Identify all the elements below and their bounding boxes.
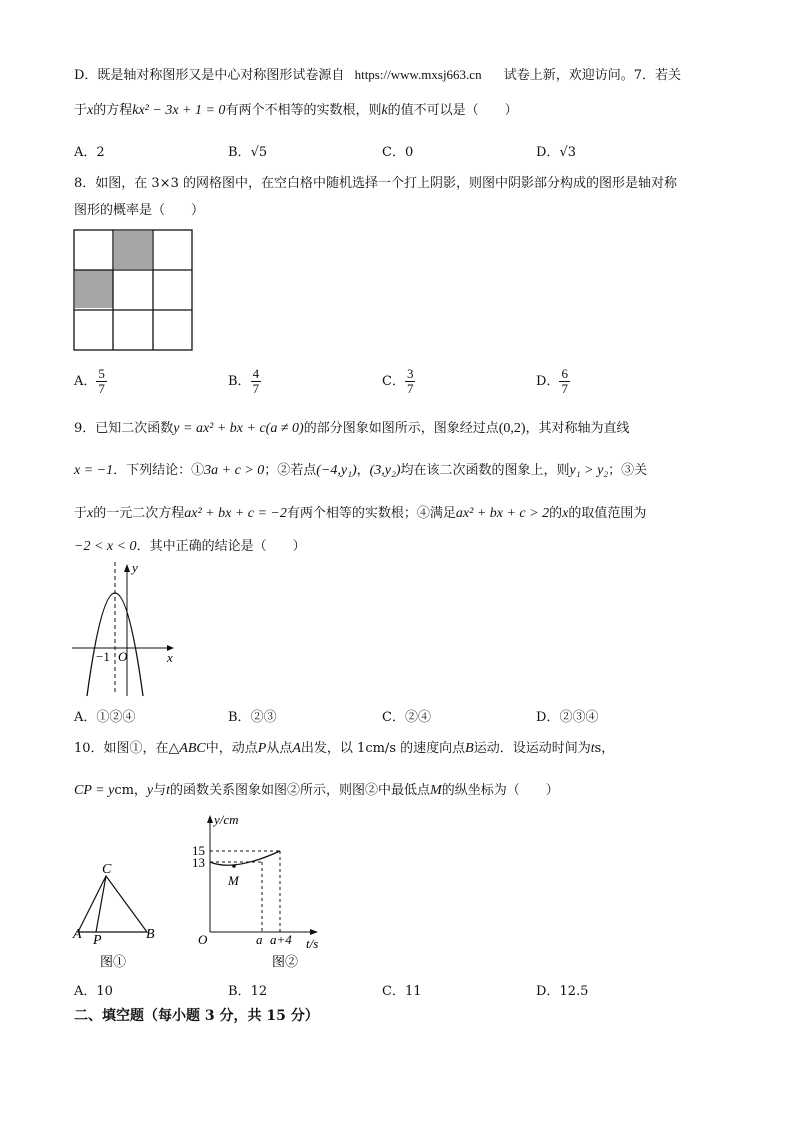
q7-equation: kx² − 3x + 1 = 0: [132, 103, 226, 118]
q10-option-a[interactable]: [74, 980, 113, 999]
q9-line4: [74, 535, 306, 555]
q9-text: 的部分图象如图所示，图象经过点: [303, 421, 499, 436]
point-m: [232, 864, 236, 868]
q9-text: 有两个相等的实数根；④满足: [286, 506, 456, 521]
q9-text: ；③关: [608, 463, 648, 478]
q10-var: B: [465, 741, 474, 756]
option-value: ②④: [404, 710, 431, 725]
y-axis-label: y/cm: [214, 812, 239, 827]
option-label: C．: [382, 374, 405, 389]
q9-parabola-graph: [70, 556, 180, 698]
q9-range: −2 < x < 0: [74, 539, 137, 554]
q9-line1: [74, 417, 630, 437]
option-value: √3: [559, 145, 576, 160]
q9-text: 的: [549, 506, 563, 521]
q9-text: 的一元二次方程: [93, 506, 185, 521]
q9-equation: ax² + bx + c = −2: [184, 506, 287, 521]
vertex-b-label: B: [146, 927, 155, 942]
q10-text: 与: [153, 783, 167, 798]
option-label: D．: [536, 145, 560, 160]
denominator: 7: [252, 381, 260, 396]
q10-var: CP = y: [74, 783, 115, 798]
q8-option-c[interactable]: [382, 367, 415, 396]
q10-var: y: [146, 783, 154, 798]
q10-triangle: △ABC: [168, 741, 206, 756]
q9-line3: [74, 502, 646, 522]
q10-text: 运动．设运动时间为: [473, 741, 591, 756]
q10-option-b[interactable]: [228, 980, 267, 999]
triangle-abc: [78, 876, 147, 932]
y-axis-label: y: [132, 560, 138, 575]
q9-text: ；②若点: [264, 463, 317, 478]
option-value: ②③④: [559, 710, 599, 725]
q7-text-a: 于: [74, 103, 88, 118]
q9-var-x: x: [562, 506, 569, 521]
q8-option-a[interactable]: [74, 367, 107, 396]
option-value: 2: [96, 145, 105, 160]
tick-13: 13: [192, 855, 205, 870]
q9-axis-eq: x = −1: [74, 463, 114, 478]
fraction: [405, 367, 416, 396]
q10-option-c[interactable]: [382, 980, 422, 999]
q10-option-d[interactable]: [536, 980, 588, 999]
q10-var: t: [166, 783, 171, 798]
q9-text: ．其中正确的结论是（ ）: [136, 539, 306, 554]
q8-grid-figure: [72, 228, 196, 354]
shaded-cell: [75, 270, 113, 308]
q9-line2: [74, 459, 647, 479]
fraction: [96, 367, 107, 396]
option-label: B．: [228, 710, 251, 725]
option-label: C．: [382, 145, 405, 160]
q10-triangle-figure: [70, 808, 170, 974]
q9-conclusion-1: 3a + c > 0: [204, 463, 265, 478]
q9-inequality: y₁ > y₂: [569, 463, 609, 478]
function-curve: [210, 851, 280, 865]
t-axis-arrow: [310, 929, 318, 935]
q7-option-a[interactable]: [74, 141, 105, 160]
q9-var-x: x: [87, 506, 94, 521]
vertex-c-label: C: [102, 862, 112, 877]
q7-text-b: 的方程: [93, 103, 133, 118]
fraction: [251, 367, 262, 396]
denominator: 7: [406, 381, 414, 396]
section-heading: 二、填空题（每小题 3 分，共 15 分）: [74, 1008, 319, 1024]
q10-function-graph: [192, 808, 332, 974]
tick-15: 15: [192, 843, 205, 858]
q10-var: M: [430, 783, 442, 798]
option-value: 12.5: [559, 984, 589, 999]
q9-function: y = ax² + bx + c(a ≠ 0): [173, 421, 304, 436]
q9-text: 的取值范围为: [568, 506, 647, 521]
y-axis-arrow: [124, 564, 130, 572]
q10-text: s，: [594, 741, 615, 756]
numerator: 3: [406, 366, 414, 381]
q9-point-2: (3,y₂): [369, 463, 401, 478]
q10-text: 从点: [266, 741, 293, 756]
option-label: B．: [228, 984, 251, 999]
option-value: 11: [404, 984, 422, 999]
shaded-cell: [114, 231, 152, 269]
option-label: D．: [536, 710, 560, 725]
option-value: 0: [404, 145, 414, 160]
q9-option-b[interactable]: [228, 706, 277, 725]
q10-text: 的函数关系图象如图②所示，则图②中最低点: [170, 783, 431, 798]
q10-var: P: [257, 741, 267, 756]
option-label: A．: [74, 374, 97, 389]
tick-a: a: [256, 932, 263, 947]
point-m-label: M: [228, 873, 239, 888]
origin-label: O: [198, 932, 208, 947]
option-label: C．: [382, 984, 405, 999]
q9-option-a[interactable]: [74, 706, 135, 725]
q10-var: t: [590, 741, 595, 756]
option-label: A．: [74, 710, 97, 725]
q9-point: (0,2): [498, 421, 526, 436]
q7-option-b[interactable]: [228, 141, 267, 160]
q8-line1: 8．如图，在 3×3 的网格图中，在空白格中随机选择一个打上阴影，则图中阴影部分构成的图形是轴对称: [74, 176, 677, 191]
numerator: 6: [561, 366, 568, 381]
point-p-label: P: [93, 933, 102, 948]
q9-text: 于: [74, 506, 88, 521]
q10-text: 中，动点: [205, 741, 258, 756]
q8-option-b[interactable]: [228, 367, 261, 396]
q9-text: ，其对称轴为直线: [525, 421, 630, 436]
q9-option-d[interactable]: [536, 706, 598, 725]
q10-text: cm，: [114, 783, 147, 798]
q7-var-x: x: [87, 103, 94, 118]
figure-caption: 图②: [272, 954, 299, 969]
numerator: 5: [98, 366, 105, 381]
tick-label: −1: [96, 649, 110, 664]
q10-line1: [74, 737, 614, 757]
option-label: D．: [536, 984, 560, 999]
x-axis-label: x: [167, 650, 173, 665]
q7-text-d: 的值不可以是（ ）: [387, 103, 518, 118]
q10-text: 出发，以 1cm/s 的速度向点: [300, 741, 466, 756]
denominator: 7: [98, 381, 105, 396]
q7-var-k: k: [381, 103, 388, 118]
option-label: C．: [382, 710, 405, 725]
y-axis-arrow: [207, 815, 213, 823]
option-value: 10: [96, 984, 113, 999]
option-label: B．: [228, 374, 251, 389]
q10-line2: [74, 779, 559, 799]
q10-text: 10．如图①，在: [74, 741, 169, 756]
option-label: B．: [228, 145, 251, 160]
q7-option-d[interactable]: [536, 141, 576, 160]
numerator: 4: [252, 366, 260, 381]
vertex-a-label: A: [73, 927, 82, 942]
q7-option-c[interactable]: [382, 141, 413, 160]
q10-var: A: [292, 741, 301, 756]
option-label: D．: [536, 374, 560, 389]
q9-text: 均在该二次函数的图象上，则: [400, 463, 570, 478]
q7-line1-prefix: D．既是轴对称图形又是中心对称图形试卷源自: [74, 68, 345, 83]
source-url[interactable]: https://www.mxsj663.cn: [354, 67, 482, 82]
q9-point-1: (−4,y₁): [316, 463, 357, 478]
denominator: 7: [561, 381, 568, 396]
figure-caption: 图①: [100, 954, 127, 969]
option-label: A．: [74, 145, 97, 160]
q9-text: 9．已知二次函数: [74, 421, 174, 436]
q7-text-c: 有两个不相等的实数根，则: [225, 103, 382, 118]
t-axis-label: t/s: [306, 936, 319, 951]
q8-option-d[interactable]: [536, 367, 570, 396]
q9-text: ，: [356, 463, 370, 478]
option-value: ②③: [250, 710, 277, 725]
q7-line1: [74, 64, 681, 83]
option-value: 12: [250, 984, 268, 999]
parabola-curve: [87, 593, 143, 696]
q9-inequality-2: ax² + bx + c > 2: [455, 506, 550, 521]
fraction: [559, 367, 570, 396]
q9-text: ．下列结论：①: [113, 463, 205, 478]
q8-line2: 图形的概率是（ ）: [74, 203, 205, 218]
q10-text: 的纵坐标为（ ）: [441, 783, 559, 798]
segment-cp: [96, 876, 106, 932]
option-value: ①②④: [96, 710, 136, 725]
q7-line2: [74, 99, 518, 119]
q7-line1-suffix: 试卷上新，欢迎访问。7．若关: [503, 68, 681, 83]
origin-label: O: [118, 649, 128, 664]
option-value: √5: [250, 145, 268, 160]
option-label: A．: [74, 984, 97, 999]
q9-option-c[interactable]: [382, 706, 431, 725]
tick-a-plus-4: a+4: [270, 932, 292, 947]
